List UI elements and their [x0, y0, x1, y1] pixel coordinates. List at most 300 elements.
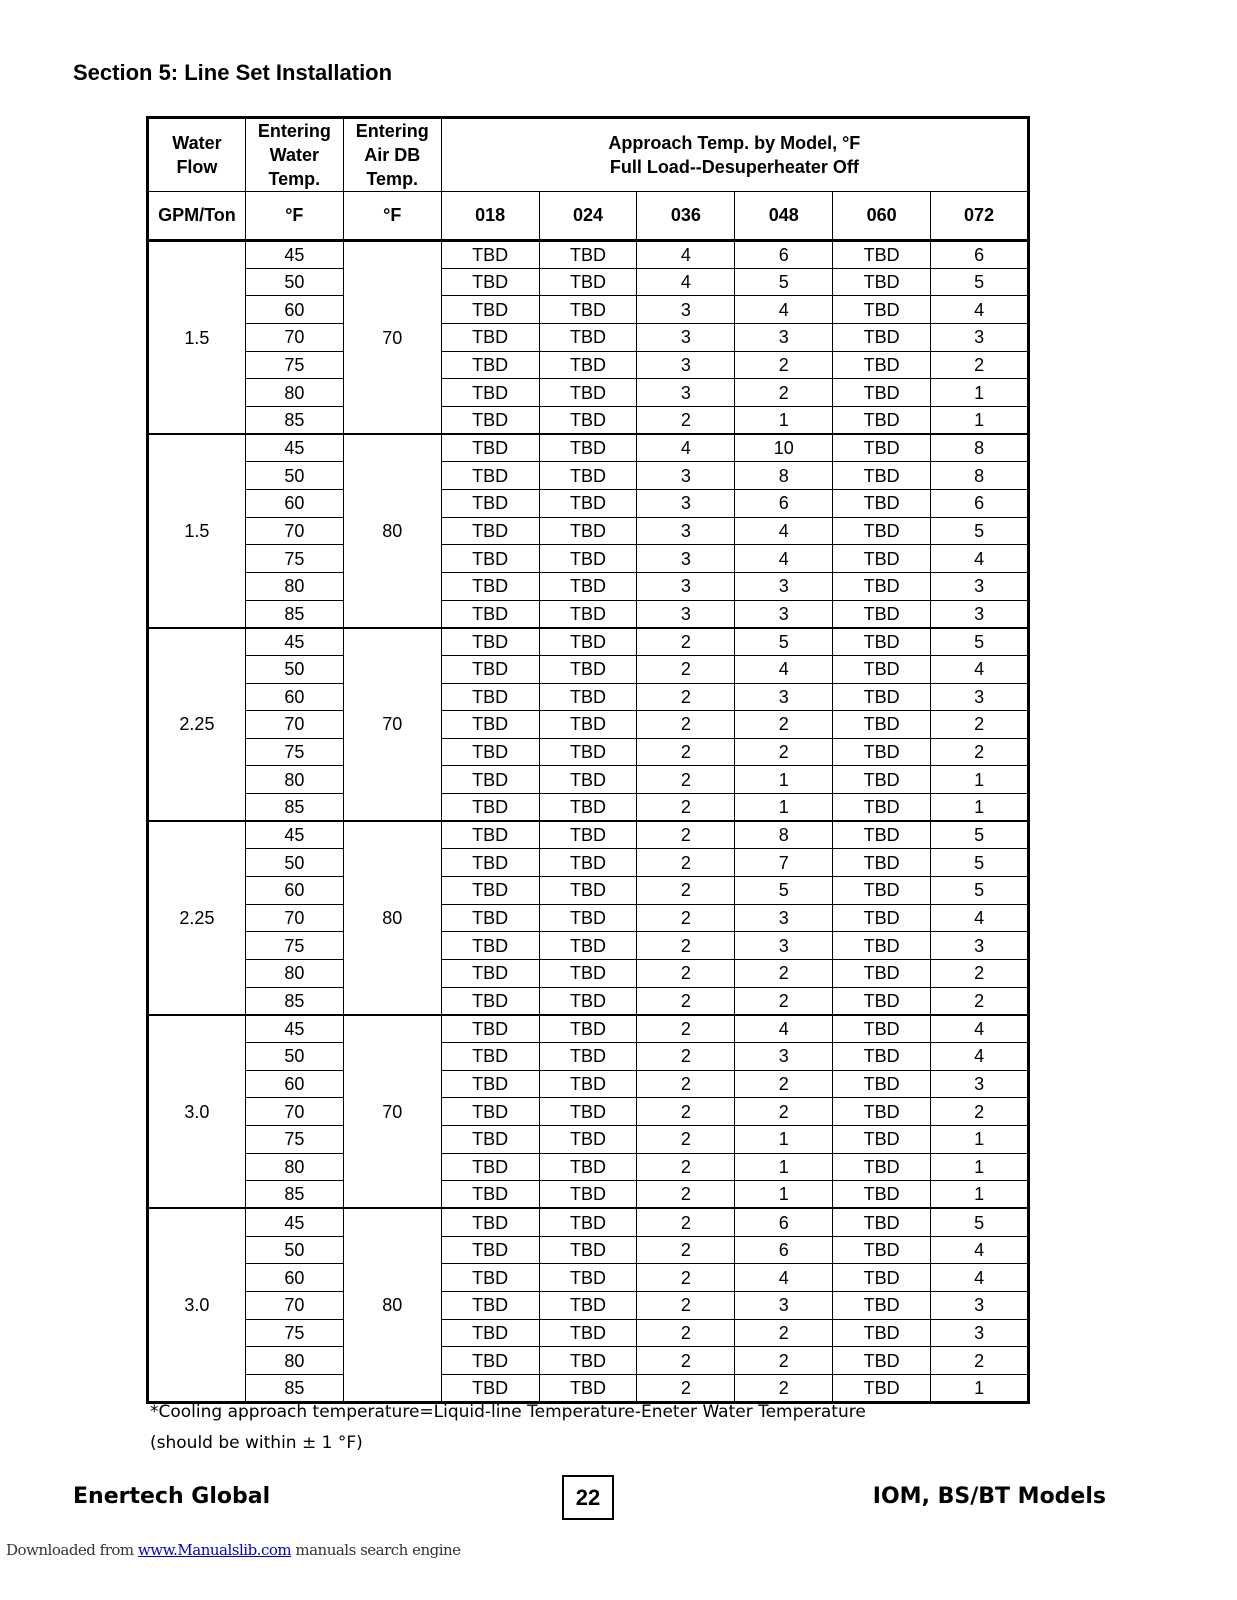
approach-value-cell: 3 — [931, 932, 1029, 960]
approach-value-cell: TBD — [441, 379, 539, 407]
approach-value-cell: TBD — [441, 572, 539, 600]
approach-value-cell: 4 — [637, 241, 735, 269]
approach-value-cell: 5 — [931, 849, 1029, 877]
table-row — [148, 1264, 1029, 1292]
approach-value-cell: 2 — [637, 1181, 735, 1209]
footer-company: Enertech Global — [73, 1484, 271, 1509]
approach-value-cell: 3 — [735, 572, 833, 600]
approach-value-cell: TBD — [833, 379, 931, 407]
approach-value-cell: 2 — [931, 711, 1029, 739]
approach-value-cell: 2 — [637, 1347, 735, 1375]
approach-value-cell: TBD — [441, 600, 539, 628]
approach-value-cell: 2 — [637, 1070, 735, 1098]
approach-value-cell: TBD — [441, 1015, 539, 1043]
approach-value-cell: 4 — [735, 1264, 833, 1292]
approach-value-cell: 4 — [931, 296, 1029, 324]
approach-value-cell: 3 — [735, 904, 833, 932]
approach-value-cell: 2 — [637, 711, 735, 739]
approach-value-cell: 2 — [931, 1098, 1029, 1126]
approach-value-cell: TBD — [833, 932, 931, 960]
entering-water-cell: 50 — [245, 268, 343, 296]
approach-value-cell: TBD — [441, 462, 539, 490]
approach-value-cell: 3 — [931, 1291, 1029, 1319]
approach-value-cell: TBD — [441, 1098, 539, 1126]
entering-air-cell: 80 — [343, 1208, 441, 1402]
approach-value-cell: TBD — [539, 323, 637, 351]
entering-water-cell: 45 — [245, 241, 343, 269]
approach-value-cell: TBD — [833, 987, 931, 1015]
table-row — [148, 1126, 1029, 1154]
approach-value-cell: TBD — [539, 1181, 637, 1209]
approach-value-cell: 2 — [637, 1208, 735, 1236]
approach-value-cell: TBD — [539, 960, 637, 988]
approach-value-cell: 2 — [637, 628, 735, 656]
approach-value-cell: 5 — [931, 877, 1029, 905]
table-row — [148, 1291, 1029, 1319]
approach-value-cell: 2 — [637, 877, 735, 905]
page-number: 22 — [562, 1475, 614, 1520]
approach-value-cell: 3 — [931, 1070, 1029, 1098]
approach-value-cell: 3 — [931, 323, 1029, 351]
table-row — [148, 296, 1029, 324]
approach-value-cell: 3 — [637, 462, 735, 490]
table-row — [148, 379, 1029, 407]
approach-value-cell: TBD — [441, 1126, 539, 1154]
approach-value-cell: TBD — [441, 241, 539, 269]
approach-value-cell: TBD — [539, 545, 637, 573]
approach-value-cell: 3 — [735, 683, 833, 711]
approach-value-cell: 3 — [735, 1291, 833, 1319]
approach-value-cell: 2 — [637, 1291, 735, 1319]
approach-value-cell: 1 — [735, 1181, 833, 1209]
approach-value-cell: 1 — [735, 1153, 833, 1181]
approach-value-cell: 8 — [931, 462, 1029, 490]
manualslib-link[interactable]: www.Manualslib.com — [137, 1541, 292, 1559]
approach-value-cell: 3 — [735, 1043, 833, 1071]
approach-value-cell: TBD — [441, 1264, 539, 1292]
table-row — [148, 600, 1029, 628]
table-row — [148, 1319, 1029, 1347]
approach-value-cell: 2 — [637, 1264, 735, 1292]
approach-value-cell: 6 — [931, 241, 1029, 269]
approach-value-cell: 4 — [735, 1015, 833, 1043]
table-row — [148, 323, 1029, 351]
approach-value-cell: 6 — [735, 1236, 833, 1264]
approach-value-cell: TBD — [441, 711, 539, 739]
approach-value-cell: 2 — [931, 987, 1029, 1015]
approach-value-cell: 6 — [931, 489, 1029, 517]
approach-value-cell: 5 — [735, 628, 833, 656]
entering-water-cell: 45 — [245, 434, 343, 462]
approach-value-cell: 2 — [735, 351, 833, 379]
approach-value-cell: TBD — [441, 960, 539, 988]
approach-value-cell: TBD — [441, 1043, 539, 1071]
table-row — [148, 1181, 1029, 1209]
approach-value-cell: 4 — [931, 545, 1029, 573]
approach-value-cell: TBD — [441, 406, 539, 434]
entering-water-cell: 80 — [245, 379, 343, 407]
approach-value-cell: TBD — [833, 1098, 931, 1126]
approach-value-cell: TBD — [833, 794, 931, 822]
approach-value-cell: 2 — [637, 406, 735, 434]
entering-air-cell: 80 — [343, 434, 441, 628]
approach-value-cell: TBD — [539, 296, 637, 324]
approach-value-cell: 2 — [637, 1153, 735, 1181]
approach-value-cell: 4 — [931, 904, 1029, 932]
entering-water-cell: 50 — [245, 1236, 343, 1264]
table-row — [148, 932, 1029, 960]
table-row — [148, 628, 1029, 656]
approach-value-cell: TBD — [833, 766, 931, 794]
approach-value-cell: 2 — [637, 849, 735, 877]
approach-value-cell: 2 — [637, 987, 735, 1015]
approach-value-cell: 10 — [735, 434, 833, 462]
water-flow-cell: 3.0 — [148, 1015, 246, 1209]
approach-value-cell: 5 — [735, 268, 833, 296]
approach-value-cell: TBD — [539, 517, 637, 545]
approach-value-cell: TBD — [539, 1126, 637, 1154]
approach-value-cell: TBD — [539, 1374, 637, 1402]
table-row — [148, 1208, 1029, 1236]
approach-value-cell: 4 — [637, 268, 735, 296]
entering-water-cell: 85 — [245, 1374, 343, 1402]
approach-value-cell: TBD — [539, 351, 637, 379]
entering-water-cell: 75 — [245, 351, 343, 379]
table-row — [148, 545, 1029, 573]
table-row — [148, 1153, 1029, 1181]
approach-value-cell: TBD — [441, 821, 539, 849]
approach-value-cell: TBD — [833, 1015, 931, 1043]
entering-water-cell: 85 — [245, 600, 343, 628]
approach-value-cell: TBD — [833, 904, 931, 932]
approach-value-cell: 3 — [637, 379, 735, 407]
approach-value-cell: TBD — [539, 1347, 637, 1375]
water-flow-cell: 1.5 — [148, 434, 246, 628]
header-col-4: 024 — [539, 192, 637, 241]
approach-value-cell: TBD — [833, 572, 931, 600]
table-row — [148, 351, 1029, 379]
approach-value-cell: 2 — [735, 1070, 833, 1098]
approach-value-cell: TBD — [833, 268, 931, 296]
table-row — [148, 268, 1029, 296]
approach-value-cell: 2 — [637, 738, 735, 766]
approach-value-cell: 3 — [637, 323, 735, 351]
table-row — [148, 517, 1029, 545]
approach-value-cell: TBD — [833, 1153, 931, 1181]
header-col-6: 048 — [735, 192, 833, 241]
approach-value-cell: TBD — [539, 1208, 637, 1236]
approach-value-cell: 2 — [637, 960, 735, 988]
entering-air-cell: 70 — [343, 1015, 441, 1209]
footer-models: IOM, BS/BT Models — [872, 1484, 1106, 1509]
approach-value-cell: TBD — [539, 1291, 637, 1319]
entering-air-cell: 70 — [343, 628, 441, 822]
approach-value-cell: 4 — [931, 1015, 1029, 1043]
entering-water-cell: 70 — [245, 904, 343, 932]
approach-value-cell: TBD — [441, 766, 539, 794]
entering-water-cell: 50 — [245, 462, 343, 490]
approach-value-cell: TBD — [833, 683, 931, 711]
table-row — [148, 241, 1029, 269]
water-flow-cell: 1.5 — [148, 241, 246, 435]
approach-value-cell: TBD — [833, 1347, 931, 1375]
approach-value-cell: TBD — [441, 932, 539, 960]
approach-value-cell: 2 — [735, 711, 833, 739]
approach-value-cell: TBD — [441, 1070, 539, 1098]
approach-value-cell: TBD — [441, 987, 539, 1015]
approach-value-cell: 4 — [931, 655, 1029, 683]
entering-water-cell: 80 — [245, 960, 343, 988]
entering-water-cell: 70 — [245, 1291, 343, 1319]
approach-value-cell: TBD — [539, 1264, 637, 1292]
approach-value-cell: TBD — [539, 932, 637, 960]
table-row — [148, 1374, 1029, 1402]
approach-value-cell: TBD — [539, 683, 637, 711]
approach-value-cell: TBD — [539, 241, 637, 269]
approach-value-cell: TBD — [833, 628, 931, 656]
approach-value-cell: 2 — [931, 1347, 1029, 1375]
approach-value-cell: 2 — [637, 1015, 735, 1043]
approach-value-cell: 6 — [735, 241, 833, 269]
approach-value-cell: 2 — [735, 1374, 833, 1402]
table-row — [148, 489, 1029, 517]
approach-value-cell: TBD — [539, 738, 637, 766]
table-row — [148, 434, 1029, 462]
approach-value-cell: 2 — [637, 766, 735, 794]
approach-value-cell: 2 — [637, 683, 735, 711]
approach-value-cell: TBD — [441, 1208, 539, 1236]
approach-value-cell: 2 — [637, 1126, 735, 1154]
approach-value-cell: TBD — [833, 960, 931, 988]
header-col-7: 060 — [833, 192, 931, 241]
approach-value-cell: 1 — [735, 794, 833, 822]
approach-value-cell: TBD — [441, 1374, 539, 1402]
approach-value-cell: 3 — [637, 600, 735, 628]
entering-water-cell: 75 — [245, 545, 343, 573]
approach-value-cell: 1 — [931, 766, 1029, 794]
approach-value-cell: TBD — [441, 296, 539, 324]
section-title: Section 5: Line Set Installation — [73, 60, 393, 85]
approach-value-cell: 1 — [931, 1153, 1029, 1181]
approach-value-cell: 2 — [735, 1347, 833, 1375]
approach-value-cell: 1 — [931, 1126, 1029, 1154]
approach-value-cell: 3 — [637, 489, 735, 517]
approach-value-cell: TBD — [539, 628, 637, 656]
entering-water-cell: 80 — [245, 1153, 343, 1181]
entering-water-cell: 75 — [245, 932, 343, 960]
header-entering-air: Entering Air DB Temp. — [343, 118, 441, 192]
approach-value-cell: TBD — [539, 406, 637, 434]
approach-value-cell: 2 — [931, 351, 1029, 379]
approach-subtitle: Full Load--Desuperheater Off — [609, 157, 859, 177]
approach-value-cell: TBD — [539, 1153, 637, 1181]
entering-water-cell: 50 — [245, 655, 343, 683]
header-col-2: °F — [343, 192, 441, 241]
approach-value-cell: 5 — [931, 628, 1029, 656]
table-row — [148, 711, 1029, 739]
approach-value-cell: TBD — [539, 1015, 637, 1043]
approach-value-cell: TBD — [833, 877, 931, 905]
approach-value-cell: 4 — [735, 296, 833, 324]
table-row — [148, 683, 1029, 711]
footnote-line1: *Cooling approach temperature=Liquid-line Temperature-Eneter Water Temperature — [150, 1402, 866, 1422]
approach-value-cell: 5 — [931, 517, 1029, 545]
approach-value-cell: 7 — [735, 849, 833, 877]
approach-value-cell: TBD — [539, 794, 637, 822]
approach-value-cell: 2 — [735, 960, 833, 988]
approach-value-cell: TBD — [539, 849, 637, 877]
approach-value-cell: TBD — [833, 351, 931, 379]
entering-water-cell: 60 — [245, 296, 343, 324]
approach-value-cell: TBD — [539, 1070, 637, 1098]
table-row — [148, 960, 1029, 988]
approach-temp-table — [146, 116, 1030, 1404]
entering-water-cell: 75 — [245, 1126, 343, 1154]
approach-value-cell: 2 — [637, 1374, 735, 1402]
approach-value-cell: 4 — [735, 545, 833, 573]
approach-value-cell: 2 — [637, 1236, 735, 1264]
approach-value-cell: 8 — [735, 821, 833, 849]
approach-value-cell: TBD — [441, 628, 539, 656]
approach-value-cell: 3 — [637, 517, 735, 545]
approach-value-cell: TBD — [441, 268, 539, 296]
entering-water-cell: 80 — [245, 572, 343, 600]
table-row — [148, 1098, 1029, 1126]
approach-value-cell: 3 — [931, 1319, 1029, 1347]
table-row — [148, 1347, 1029, 1375]
entering-water-cell: 75 — [245, 738, 343, 766]
entering-water-cell: 50 — [245, 849, 343, 877]
approach-value-cell: TBD — [441, 794, 539, 822]
approach-value-cell: 1 — [931, 1181, 1029, 1209]
entering-water-cell: 45 — [245, 1015, 343, 1043]
approach-value-cell: 3 — [931, 600, 1029, 628]
approach-value-cell: 4 — [637, 434, 735, 462]
approach-value-cell: TBD — [441, 683, 539, 711]
approach-value-cell: TBD — [539, 821, 637, 849]
approach-value-cell: TBD — [441, 849, 539, 877]
table-row — [148, 462, 1029, 490]
approach-value-cell: TBD — [441, 489, 539, 517]
approach-value-cell: 4 — [931, 1264, 1029, 1292]
header-entering-water: Entering Water Temp. — [245, 118, 343, 192]
approach-value-cell: 2 — [637, 1098, 735, 1126]
header-approach — [441, 118, 1028, 192]
table-row — [148, 572, 1029, 600]
entering-water-cell: 60 — [245, 877, 343, 905]
table-row — [148, 849, 1029, 877]
approach-value-cell: TBD — [833, 434, 931, 462]
table-row — [148, 794, 1029, 822]
approach-value-cell: 4 — [735, 655, 833, 683]
approach-value-cell: 3 — [931, 572, 1029, 600]
approach-value-cell: TBD — [833, 1374, 931, 1402]
table-row — [148, 877, 1029, 905]
approach-value-cell: TBD — [833, 296, 931, 324]
approach-value-cell: 2 — [735, 1319, 833, 1347]
approach-value-cell: TBD — [539, 987, 637, 1015]
approach-value-cell: 1 — [931, 379, 1029, 407]
entering-water-cell: 75 — [245, 1319, 343, 1347]
approach-value-cell: 2 — [735, 738, 833, 766]
approach-value-cell: TBD — [441, 1347, 539, 1375]
approach-value-cell: TBD — [833, 489, 931, 517]
approach-value-cell: TBD — [833, 545, 931, 573]
approach-value-cell: TBD — [441, 738, 539, 766]
entering-water-cell: 45 — [245, 821, 343, 849]
approach-value-cell: TBD — [539, 877, 637, 905]
approach-value-cell: TBD — [833, 738, 931, 766]
approach-value-cell: TBD — [539, 655, 637, 683]
table-row — [148, 406, 1029, 434]
entering-water-cell: 60 — [245, 1264, 343, 1292]
entering-water-cell: 85 — [245, 1181, 343, 1209]
approach-value-cell: TBD — [441, 323, 539, 351]
approach-value-cell: TBD — [833, 462, 931, 490]
approach-value-cell: TBD — [833, 821, 931, 849]
table-row — [148, 987, 1029, 1015]
entering-water-cell: 85 — [245, 406, 343, 434]
approach-value-cell: TBD — [539, 462, 637, 490]
approach-value-cell: 3 — [637, 545, 735, 573]
header-col-1: °F — [245, 192, 343, 241]
approach-value-cell: TBD — [441, 1291, 539, 1319]
approach-value-cell: 1 — [735, 766, 833, 794]
approach-value-cell: 3 — [735, 932, 833, 960]
approach-value-cell: 2 — [931, 738, 1029, 766]
approach-value-cell: TBD — [833, 655, 931, 683]
approach-value-cell: TBD — [539, 379, 637, 407]
approach-value-cell: TBD — [833, 711, 931, 739]
approach-value-cell: TBD — [833, 517, 931, 545]
entering-air-cell: 80 — [343, 821, 441, 1015]
approach-value-cell: TBD — [539, 1236, 637, 1264]
approach-value-cell: TBD — [441, 904, 539, 932]
approach-value-cell: TBD — [441, 434, 539, 462]
approach-value-cell: 2 — [637, 932, 735, 960]
water-flow-cell: 2.25 — [148, 628, 246, 822]
entering-water-cell: 45 — [245, 1208, 343, 1236]
table-row — [148, 738, 1029, 766]
approach-value-cell: 5 — [931, 268, 1029, 296]
approach-value-cell: TBD — [833, 1319, 931, 1347]
table-row — [148, 766, 1029, 794]
approach-value-cell: TBD — [539, 600, 637, 628]
approach-value-cell: TBD — [833, 1264, 931, 1292]
approach-value-cell: 8 — [735, 462, 833, 490]
table-row — [148, 1236, 1029, 1264]
approach-value-cell: 4 — [931, 1043, 1029, 1071]
footnote-line2: (should be within ± 1 °F) — [150, 1433, 363, 1453]
header-water-flow: Water Flow — [148, 118, 246, 192]
approach-value-cell: TBD — [539, 711, 637, 739]
approach-value-cell: TBD — [539, 766, 637, 794]
approach-value-cell: TBD — [539, 904, 637, 932]
approach-value-cell: TBD — [539, 1043, 637, 1071]
approach-value-cell: 4 — [735, 517, 833, 545]
approach-value-cell: 2 — [637, 794, 735, 822]
download-watermark: Downloaded from www.Manualslib.com manuals search engine — [6, 1541, 461, 1559]
approach-value-cell: TBD — [441, 877, 539, 905]
header-col-3: 018 — [441, 192, 539, 241]
entering-water-cell: 70 — [245, 323, 343, 351]
approach-value-cell: 3 — [637, 572, 735, 600]
header-col-5: 036 — [637, 192, 735, 241]
entering-water-cell: 45 — [245, 628, 343, 656]
approach-value-cell: TBD — [441, 545, 539, 573]
approach-value-cell: 2 — [637, 904, 735, 932]
entering-water-cell: 60 — [245, 1070, 343, 1098]
